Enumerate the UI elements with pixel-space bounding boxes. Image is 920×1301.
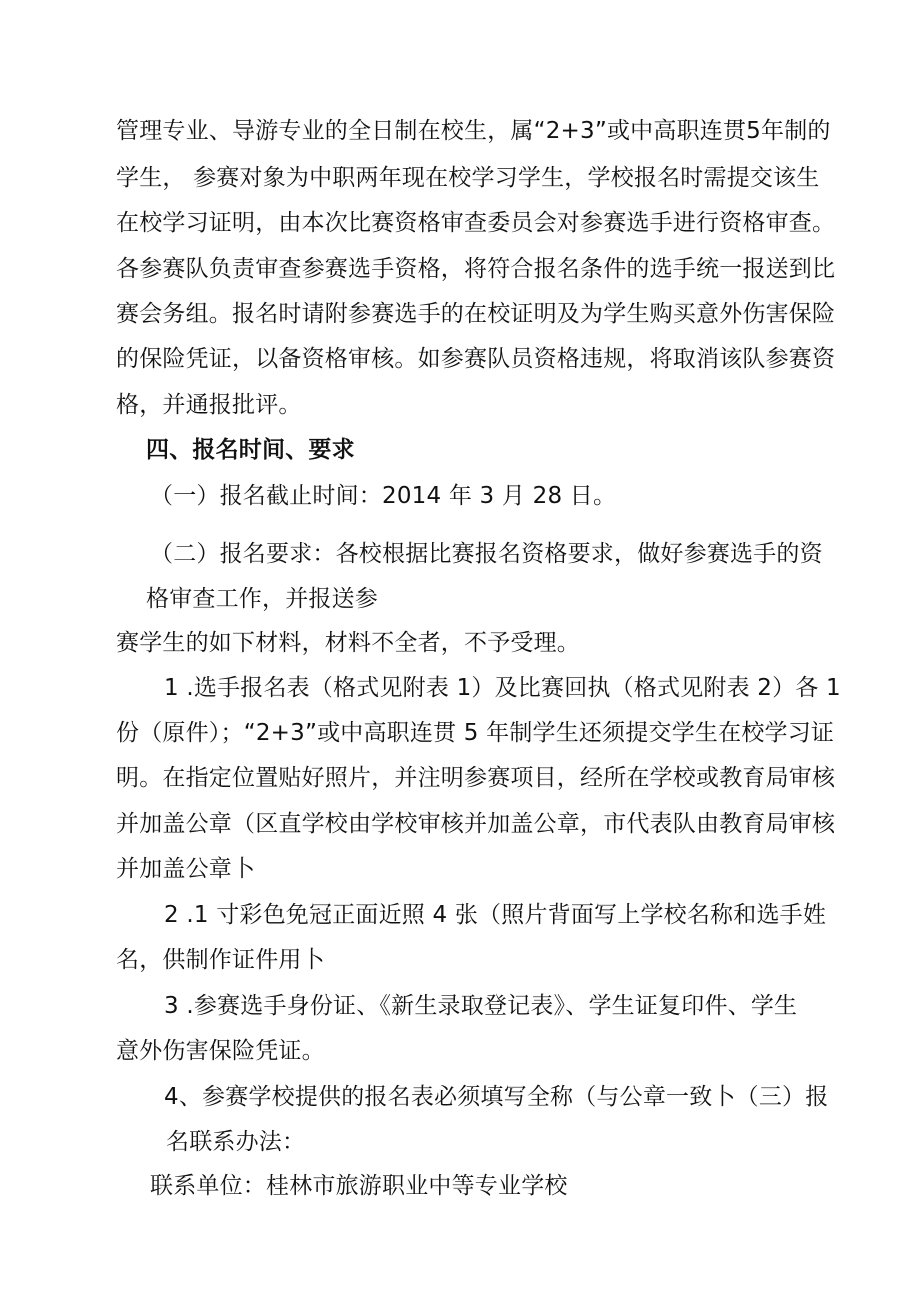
item-1-line-4: 并加盖公章（区直学校由学校审核并加盖公章，市代表队由教育局审核 (116, 811, 836, 837)
body-line-6: 的保险凭证，以备资格审核。如参赛队员资格违规，将取消该队参赛资 (116, 346, 836, 372)
body-line-2: 学生， 参赛对象为中职两年现在校学习学生，学校报名时需提交该生 (116, 165, 820, 191)
body-line-4: 各参赛队负责审查参赛选手资格，将符合报名条件的选手统一报送到比 (116, 256, 836, 282)
item-2-line-1: 2 .1 寸彩色免冠正面近照 4 张（照片背面写上学校名称和选手姓 (164, 902, 827, 928)
item-3-line-1: 3 .参赛选手身份证、《新生录取登记表》、学生证复印件、学生 (164, 993, 798, 1019)
body-line-7: 格，并通报批评。 (116, 392, 302, 418)
item-1-line-5: 并加盖公章卜 (116, 856, 256, 882)
body-line-3: 在校学习证明，由本次比赛资格审查委员会对参赛选手进行资格审查。 (116, 210, 836, 236)
item-3-line-2: 意外伤害保险凭证。 (116, 1038, 325, 1064)
requirement-line-1: （二）报名要求：各校根据比赛报名资格要求，做好参赛选手的资 (150, 541, 823, 567)
body-line-5: 赛会务组。报名时请附参赛选手的在校证明及为学生购买意外伤害保险 (116, 301, 836, 327)
item-2-line-2: 名，供制作证件用卜 (116, 947, 325, 973)
body-line-1: 管理专业、导游专业的全日制在校生，属“2+3”或中高职连贯5年制的 (116, 118, 831, 144)
item-1-line-2: 份（原件）；“2+3”或中高职连贯 5 年制学生还须提交学生在校学习证 (116, 720, 835, 746)
requirement-line-3: 赛学生的如下材料，材料不全者，不予受理。 (116, 630, 580, 656)
item-1-line-3: 明。在指定位置贴好照片，并注明参赛项目，经所在学校或教育局审核 (116, 765, 836, 791)
contact-unit-line: 联系单位：桂林市旅游职业中等专业学校 (150, 1173, 568, 1199)
deadline-line: （一）报名截止时间：2014 年 3 月 28 日。 (150, 483, 617, 509)
item-1-line-1: 1 .选手报名表（格式见附表 1）及比赛回执（格式见附表 2）各 1 (164, 675, 841, 701)
item-4-line-1: 4、参赛学校提供的报名表必须填写全称（与公章一致卜（三）报 (164, 1084, 829, 1110)
item-4-line-2: 名联系办法： (166, 1129, 306, 1155)
section-heading-four: 四、报名时间、要求 (146, 437, 355, 463)
requirement-line-2: 格审查工作，并报送参 (146, 586, 378, 612)
